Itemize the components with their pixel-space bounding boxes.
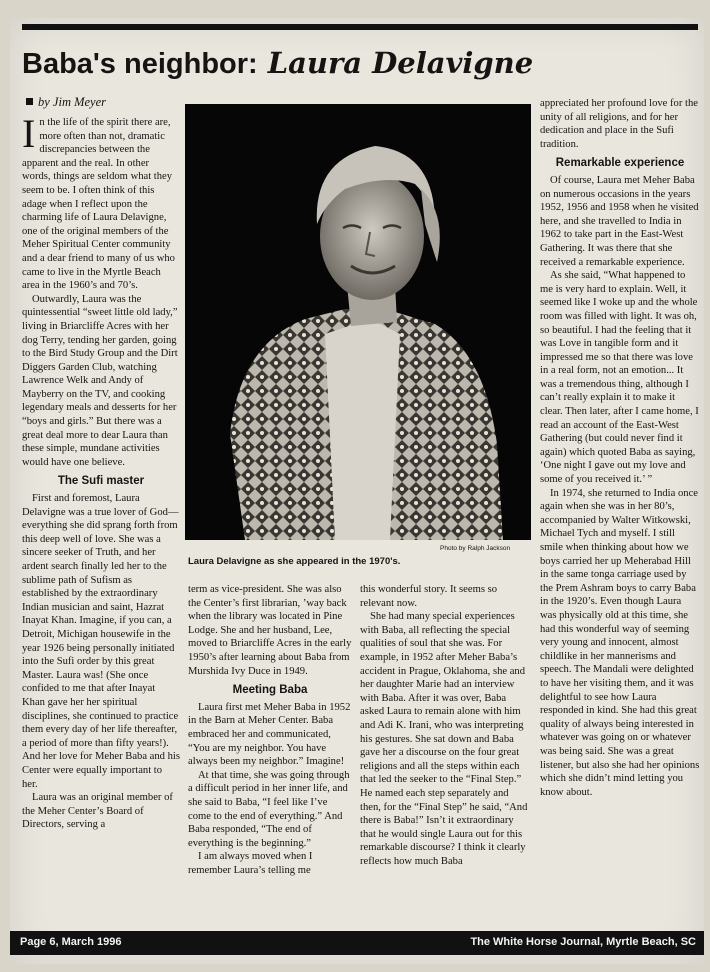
paragraph: Of course, Laura met Meher Baba on numerous occasions in the years 1952, 1956 and 1958 when he visited here, and she travelled to India in 1962 to take part in the East-West Gathering. It was there that she received a remarkable experience.: [540, 174, 699, 268]
portrait-illustration: [185, 104, 531, 540]
paragraph: In the life of the spirit there are, more often than not, dramatic discrepancies between the apparent and the real. In other words, things are seldom what they seem to be. I often think of this adage when I reflect upon the charming life of Laura Delavigne, one of the original members of the Meher Spiritual Center community and a dear friend to many of us who came to live in the Myrtle Beach area in the 1960’s and 70’s.: [22, 111, 175, 292]
footer-publication: The White Horse Journal, Myrtle Beach, SC: [470, 936, 696, 948]
paragraph: term as vice-president. She was also the Center’s first librarian, ’way back when the library was located in Pine Lodge. She and her husband, Lee, moved to Briarcliffe Acres in the early 1950’s after learning about Baba from Murshida Ivy Duce in 1949.: [188, 584, 352, 677]
paragraph: this wonderful story. It seems so relevant now.: [360, 584, 498, 609]
paragraph: Laura was an original member of the Meher Center’s Board of Directors, serving a: [22, 792, 173, 831]
byline-text: by Jim Meyer: [38, 95, 107, 109]
byline: [26, 95, 106, 110]
column-3: [360, 583, 530, 868]
photo-credit: Photo by Ralph Jackson: [440, 545, 511, 552]
paragraph: I am always moved when I remember Laura’s telling me: [188, 851, 313, 876]
top-rule: [22, 24, 698, 30]
subheading-sufi-master: The Sufi master: [57, 475, 145, 488]
paragraph: As she said, “What happened to me is very hard to explain. Well, it seemed like I woke up and the whole room was filled with light. It was oh, so beautiful. I had the feeling that it was Love in tangible form and it impressed me so that there was love in a real form, not an emotion... It was a tremendous thing, although I can’t really explain it to make it clear. Then later, after I came home, I read an account of the East-West Gathering (but could never find it again) which quoted Baba as saying, ‘One night I gave out my love and some of you received it.’ ”: [540, 270, 699, 486]
page-footer: [10, 931, 704, 955]
column-2: [188, 583, 352, 877]
column-4: [540, 97, 700, 799]
article-headline: [22, 46, 532, 90]
footer-page-date: Page 6, March 1996: [20, 936, 122, 948]
paragraph: appreciated her profound love for the unity of all religions, and for her dedication and place in the Sufi tradition.: [540, 98, 698, 150]
paragraph: In 1974, she returned to India once again when she was in her 80’s, accompanied by Walter Witkowski, Michael Tych and myself. I still smile when thinking about how we boys carried her up Meherabad Hill in the same tonga carriage used by the Prem Ashram boys to carry Baba in the 1920’s. Even though Laura was physically old at this time, she had this wonderful way of seeming very young and innocent, almost childlike in her mannerisms and speech. The Mandali were delighted to have her visiting them, and it was delightful to see how Laura responded in kind. She had this great quality of always being interested in whatever was going on or whatever was being said. She was a great listener, but also she had her opinions which she didn’t mind letting you know about.: [540, 487, 700, 798]
column-1: [22, 111, 180, 832]
subheading-remarkable-experience: Remarkable experience: [555, 157, 685, 170]
bullet-square-icon: [26, 98, 33, 105]
photo-caption: Laura Delavigne as she appeared in the 1970's.: [188, 556, 401, 567]
paragraph: Outwardly, Laura was the quintessential “sweet little old lady,” living in Briarcliffe Acres with her dog Terry, tending her garden, going to the Bird Study Group and the Dirt Diggers Garden Club, watching Lawrence Welk and Andy of Mayberry on the TV, and cooking legendary meals and desserts for her “boys and girls.” But there was a great deal more to dear Laura than these simple, mundane activities would have one believe.: [22, 293, 178, 468]
paragraph: At that time, she was going through a difficult period in her inner life, and she said to Baba, “I feel like I’ve come to the end of everything.” And Baba responded, “The end of everything is the beginning.”: [188, 769, 350, 849]
subheading-meeting-baba: Meeting Baba: [232, 684, 308, 697]
paragraph: Laura first met Meher Baba in 1952 in the Barn at Meher Center. Baba embraced her and communicated, “You are my neighbor. You have always been my neighbor.” Imagine!: [188, 701, 351, 768]
headline-name: Laura Delavigne: [267, 46, 534, 80]
paragraph: First and foremost, Laura Delavigne was a true lover of God— everything she did sprang forth from this deep well of love. She was a sincere seeker of Truth, and her ardent search finally led her to the sublime path of Sufism as established by the extraordinary Indian musician and saint, Hazrat Inayat Khan. Imagine, if you can, a Detroit, Michigan housewife in the year 1926 being personally initiated into the Sufi order by this great Master. Laura was! (She once confided to me that after Inayat Khan gave her her spiritual disciplines, she continued to practice them every day of her life thereafter, a period of more than fifty years!). And her love for Meher Baba and his Center were equally important to her.: [22, 493, 180, 790]
drop-cap: I: [22, 111, 36, 156]
paragraph: She had many special experiences with Baba, all reflecting the special qualities of soul that she was. For example, in 1952 after Meher Baba’s accident in Prague, Oklahoma, she and her daughter Marie had an interview with Baba. After it was over, Baba asked Laura to remain alone with him and Adi K. Irani, who was interpreting his gestures. She sat down and Baba gave her a discourse on the four great religions and all the steps within each that led the seeker to the “Final Step.” He named each step separately and then, for the “Final Step” he said, “And there is Baba!” Isn’t it extraordinary that he would single Laura out for this remarkable discourse? I think it clearly reflects how much Baba: [360, 611, 528, 867]
portrait-photo: [185, 104, 531, 540]
headline-lead: Baba's neighbor:: [22, 48, 258, 80]
